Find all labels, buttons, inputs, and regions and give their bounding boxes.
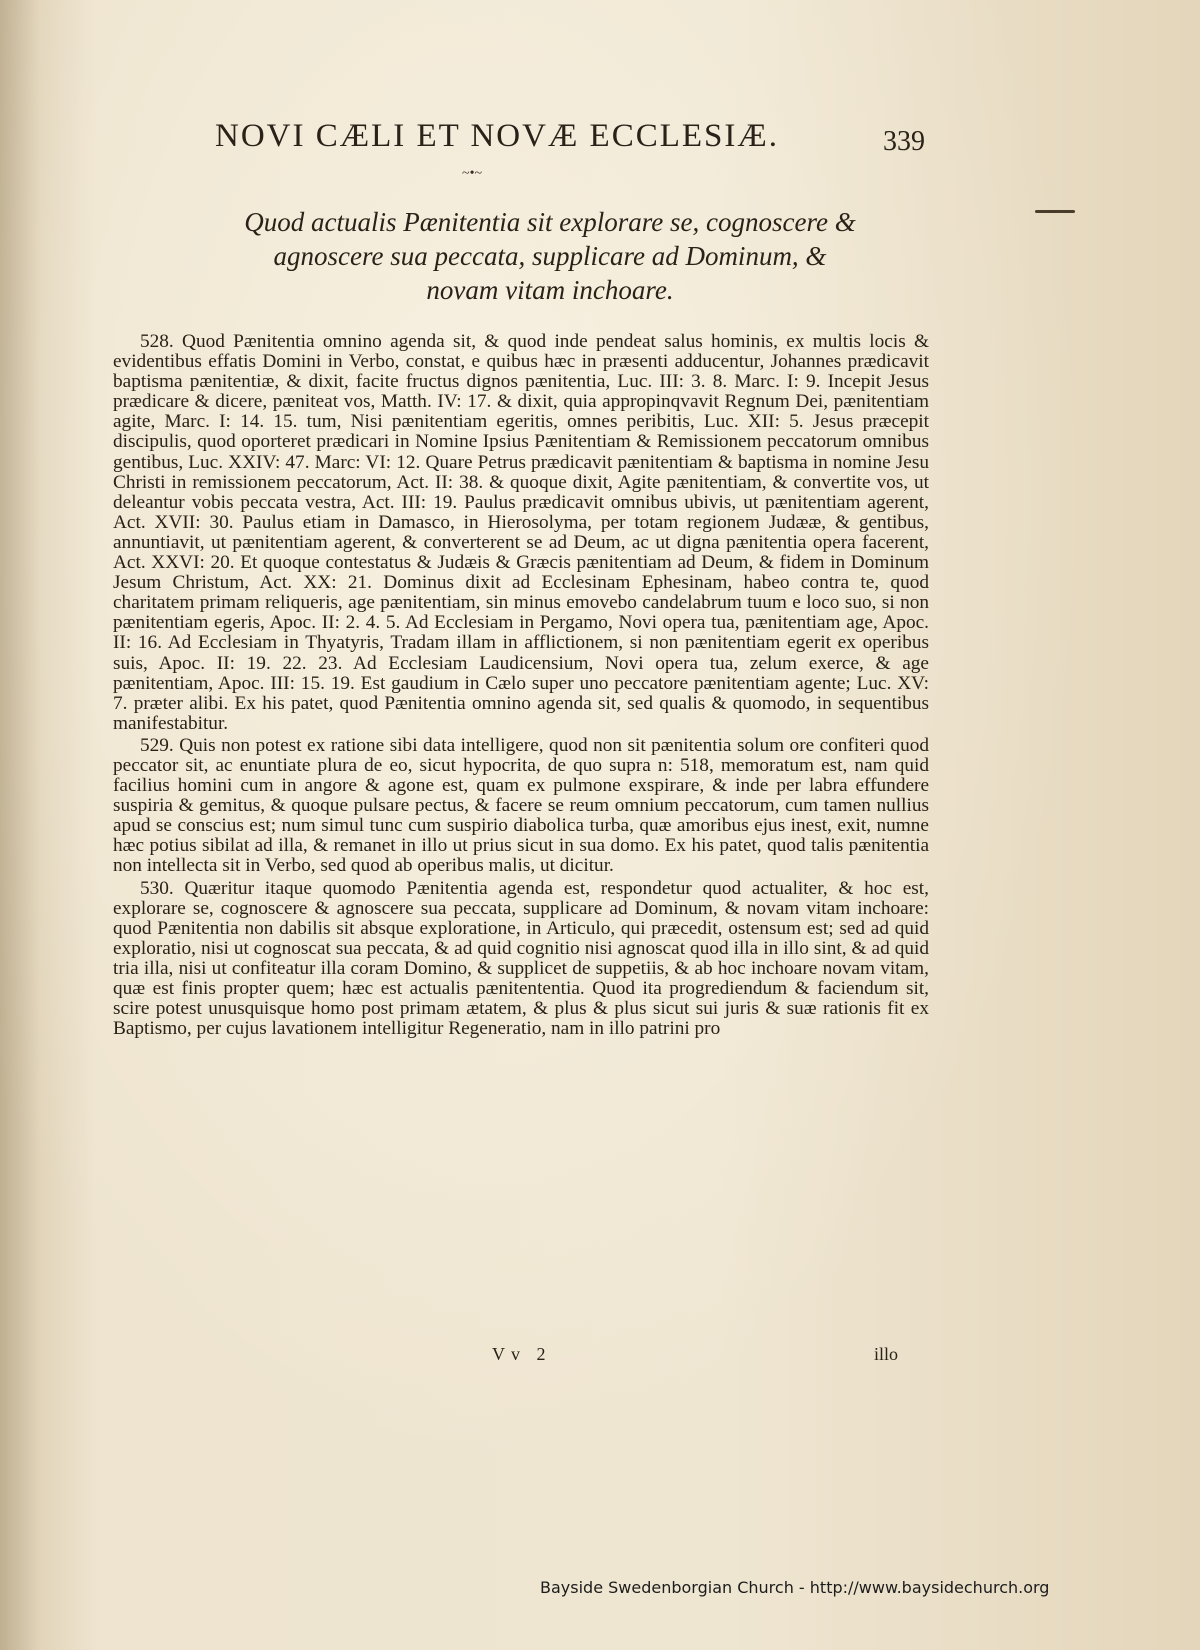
paragraph-530: 530. Quæritur itaque quomodo Pænitentia agenda est, respondetur quod actualiter, & hoc est, explorare se, cognoscere & agnoscere sua peccata, supplicare ad Dominum, & novam vitam inchoare: quod Pænitentia non dabilis sit absque exploratione, in Articulo, qui præcedit, ostensum est; sed ad quid exploratio, nisi ut cognoscat sua peccata, & ad quid cognitio nisi agnoscat quod illa in illo sint, & ad quid tria illa, nisi ut confiteatur illa coram Domino, & supplicet de suppetiis, & ab hoc inchoare novam vitam, quæ est finis propter quem; hæc est actualis pænitententia. Quod ita progrediendum & faciendum sit, scire potest unusquisque homo post primam ætatem, & plus & plus sicut sui juris & suæ rationis fit ex Baptismo, per cujus lavationem intelligitur Regeneratio, nam in illo patrini pro [113,877,929,1040]
watermark-credit: Bayside Swedenborgian Church - http://www.baysidechurch.org [540,1578,1050,1597]
title-line-2: agnoscere sua peccata, supplicare ad Dominum, & [273,241,827,271]
body-text [113,332,929,1041]
title-line-1: Quod actualis Pænitentia sit explorare se, cognoscere & [244,207,856,237]
margin-mark [1035,210,1075,213]
running-head: NOVI CÆLI ET NOVÆ ECCLESIÆ. [215,118,779,154]
page-number: 339 [883,126,925,157]
section-title [120,205,980,307]
paragraph-529: 529. Quis non potest ex ratione sibi data intelligere, quod non sit pænitentia solum ore confiteri quod peccator sit, ac enuntiate plura de eo, sicut hypocrita, de quo supra n: 518, memoratum est, nam quid facilius homini cum in angore & agone est, quam ex pulmone exspirare, & inde per labra effundere suspiria & gemitus, & quoque pulsare pectus, & facere se reum omnium peccatorum, cum tamen nullius apud se conscius est; num simul tunc cum suspirio diabolica turba, quæ amoribus ejus inest, exit, numne hæc potius sibilat ad illa, & remanet in illo ut prius sicut in sua domo. Ex his patet, quod talis pænitentia non intellecta sit in Verbo, sed quod ab operibus malis, ut dicitur. [113,734,929,877]
signature-mark: Vv 2 [492,1344,552,1364]
catchword: illo [874,1344,899,1364]
title-line-3: novam vitam inchoare. [426,275,674,305]
paragraph-528: 528. Quod Pænitentia omnino agenda sit, & quod inde pendeat salus hominis, ex multis locis & evidentibus effatis Domini in Verbo, constat, e quibus hæc in præsenti adducentur, Johannes prædicavit baptisma pænitentiæ, & dixit, facite fructus dignos pænitentia, Luc. III: 3. 8. Marc. I: 9. Incepit Jesus prædicare & dicere, pæniteat vos, Matth. IV: 17. & dixit, quia appropinqvavit Regnum Dei, pænitentiam agite, Marc. I: 14. 15. tum, Nisi pænitentiam egeritis, omnes peribitis, Luc. XII: 5. Jesus præcepit discipulis, quod oporteret prædicari in Nomine Ipsius Pænitentiam & Remissionem peccatorum omnibus gentibus, Luc. XXIV: 47. Marc: VI: 12. Quare Petrus prædicavit pænitentiam & baptisma in nomine Jesu Christi in remissionem peccatorum, Act. II: 38. & quoque dixit, Agite pænitentiam, & convertite vos, ut deleantur vobis peccata vestra, Act. III: 19. Paulus prædicavit omnibus ubivis, ut pænitentiam agerent, Act. XVII: 30. Paulus etiam in Damasco, in Hierosolyma, per totam regionem Judææ, & gentibus, annuntiavit, ut pænitentiam agerent, & converterent se ad Deum, ac ut digna pænitentia opera facerent, Act. XXVI: 20. Et quoque contestatus & Judæis & Græcis pænitentiam ad Deum, & fidem in Dominum Jesum Christum, Act. XX: 21. Dominus dixit ad Ecclesinam Ephesinam, habeo contra te, quod charitatem primam reliqueris, age pænitentiam, sin minus emovebo candelabrum tuum e loco suo, si non pænitentiam egeris, Apoc. II: 2. 4. 5. Ad Ecclesiam in Pergamo, Novi opera tua, pænitentiam age, Apoc. II: 16. Ad Ecclesiam in Thyatyris, Tradam illam in afflictionem, si non pænitentiam egerit ex operibus suis, Apoc. II: 19. 22. 23. Ad Ecclesiam Laudicensium, Novi opera tua, zelum exerce, & age pænitentiam, Apoc. III: 15. 19. Est gaudium in Cælo super uno peccatore pænitentiam agente; Luc. XV: 7. præter alibi. Ex his patet, quod Pænitentia omnino agenda sit, sed qualis & quomodo, in sequentibus manifestabitur. [113,331,929,734]
ornament: ~•~ [462,166,483,181]
